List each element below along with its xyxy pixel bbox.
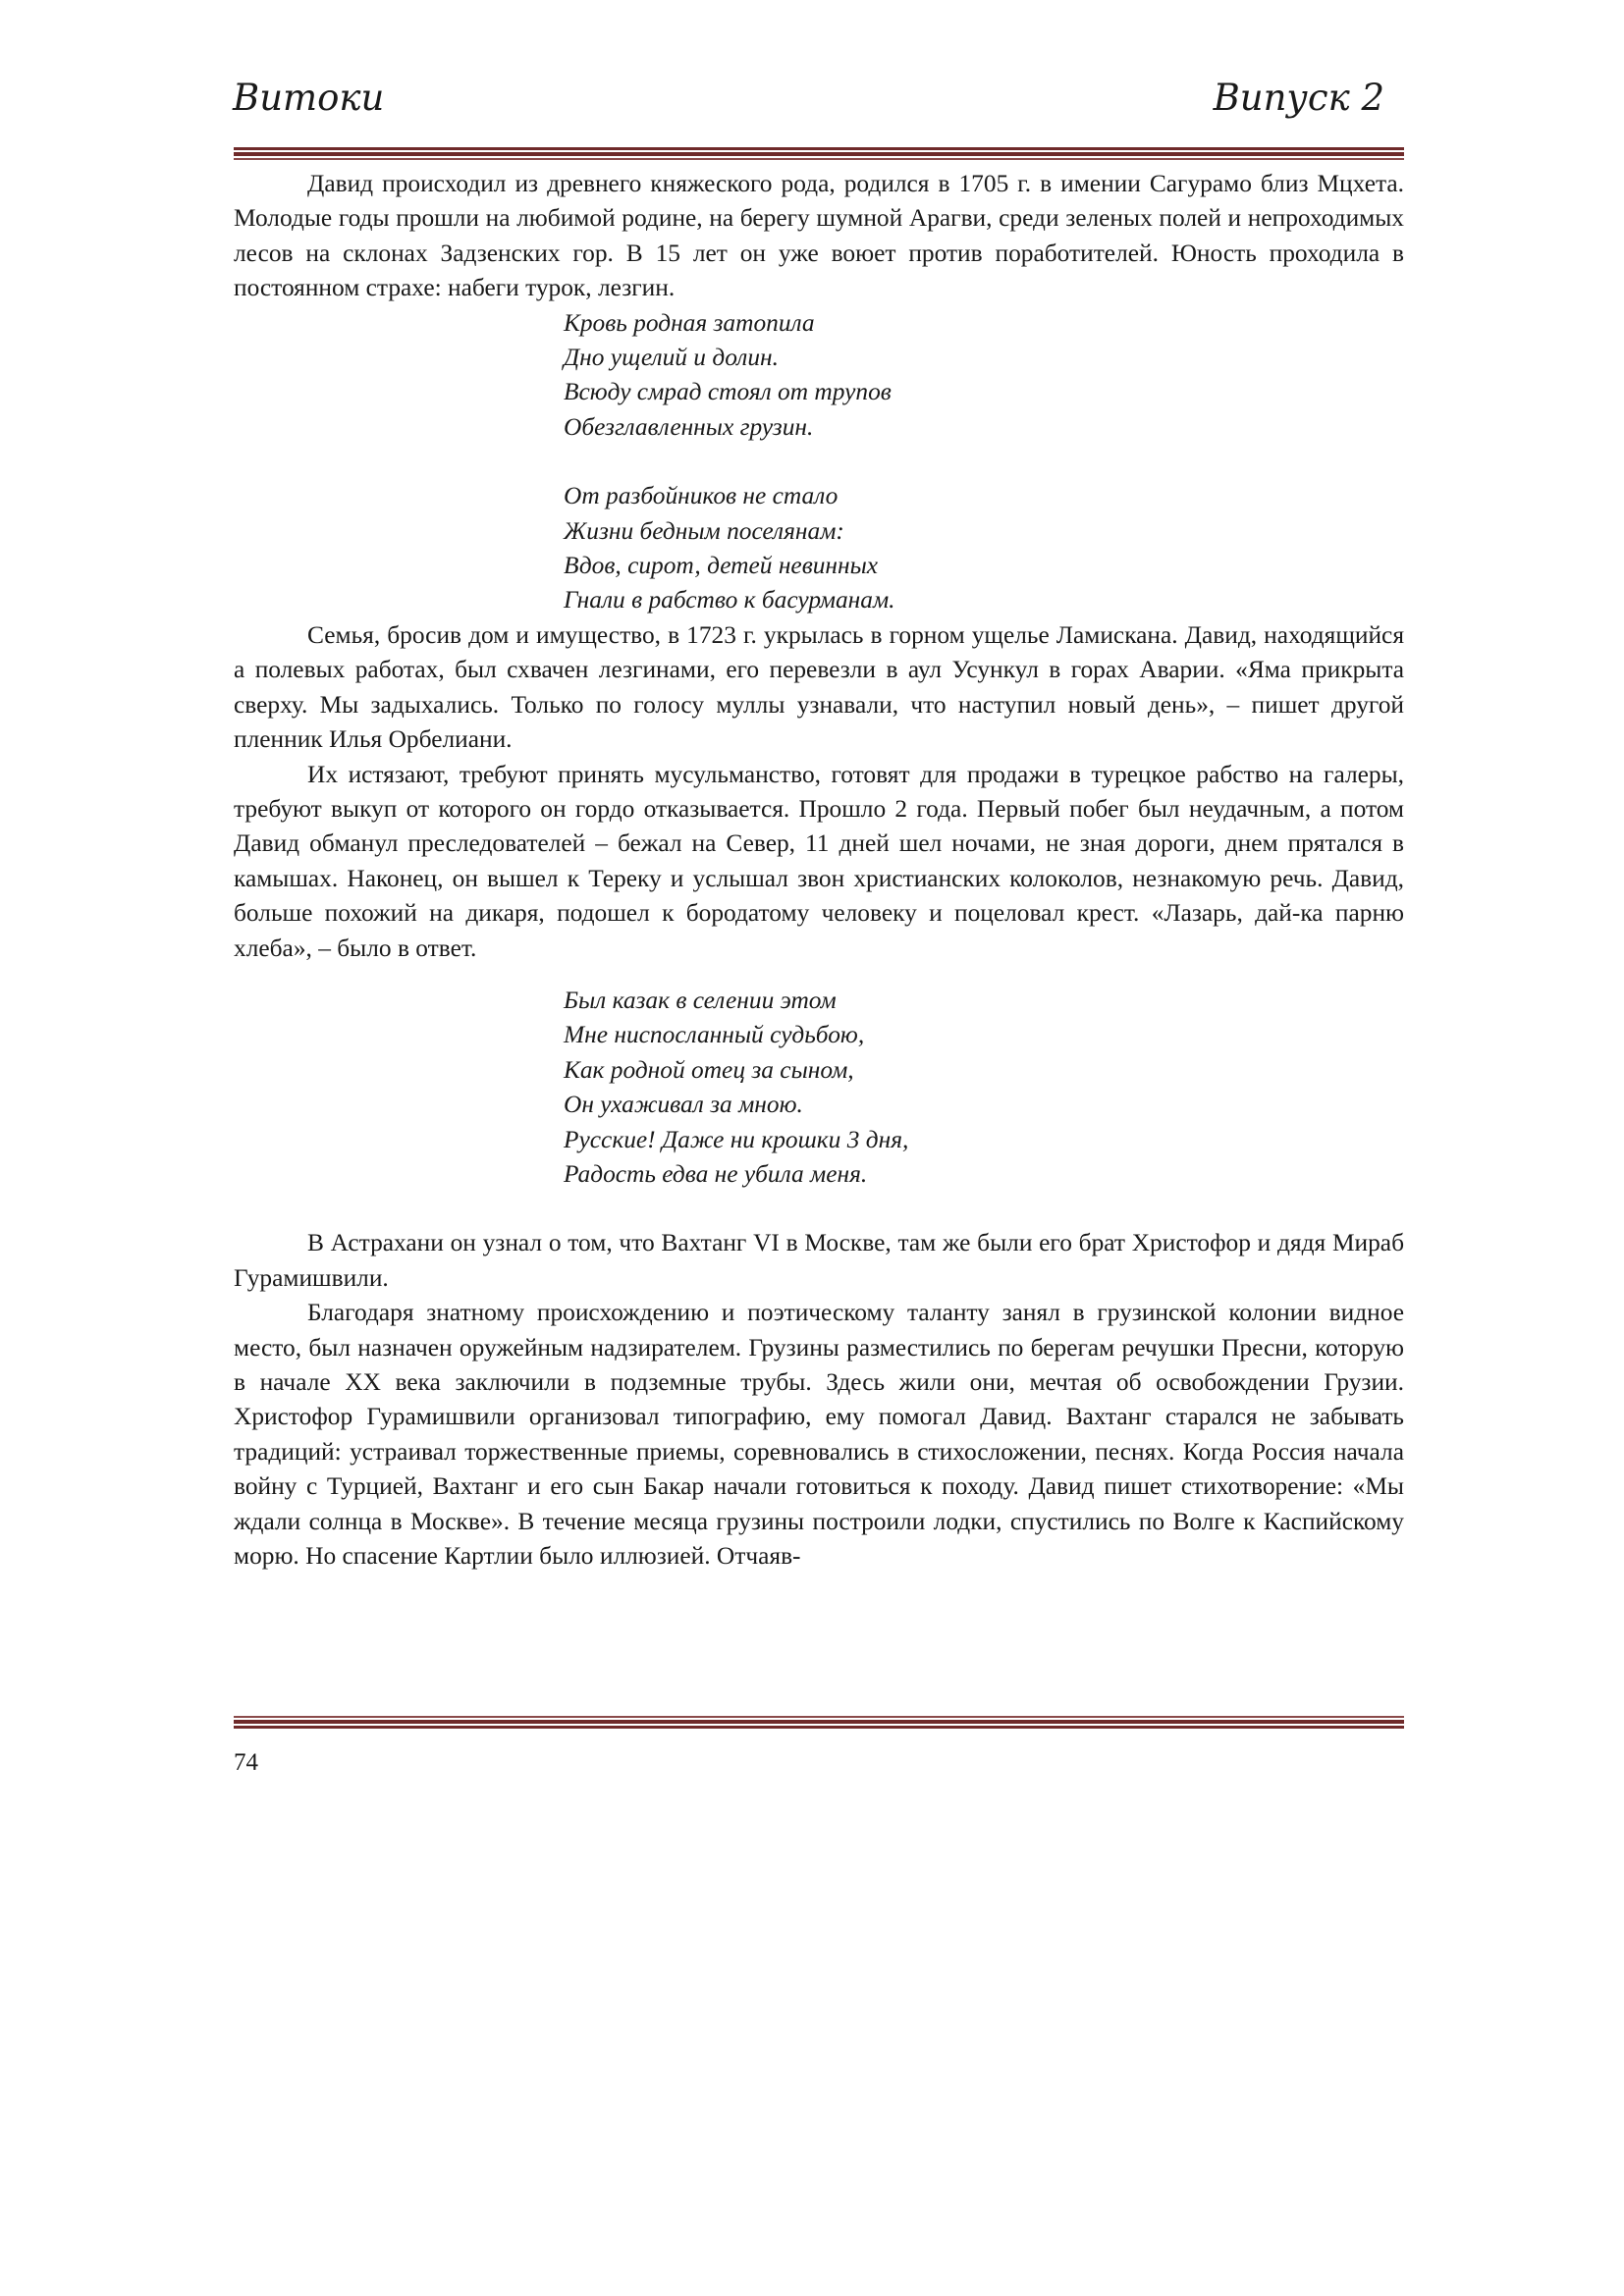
verse-line: Как родной отец за сыном, [564,1055,854,1084]
footer-divider [234,1716,1404,1729]
main-text [234,167,1404,1574]
paragraph: Давид происходил из древнего княжеского рода, родился в 1705 г. в имении Сагурамо близ Мцхета. Молодые годы прошли на любимой родине, на берегу шумной Арагви, среди зеленых полей и непроходимых лесов на склонах Задзенских гор. В 15 лет он уже воюет против поработителей. Юность проходила в постоянном страхе: набеги турок, лезгин. [234,170,1404,302]
verse-line: Дно ущелий и долин. [564,344,779,372]
verse-stanza-3 [234,984,1404,1192]
verse-stanza-2 [234,479,1404,618]
paragraph: Их истязают, требуют принять мусульманство, готовят для продажи в турецкое рабство на галеры, требуют выкуп от которого он гордо отказывается. Прошло 2 года. Первый побег был неудачным, а потом Давид обманул преследователей – бежал на Север, 11 дней шел ночами, не зная дороги, днем прятался в камышах. Наконец, он вышел к Тереку и услышал звон христианских колоколов, незнакомую речь. Давид, больше похожий на дикаря, подошел к бородатому человеку и поцеловал крест. «Лазарь, дай-ка парню хлеба», – было в ответ. [234,760,1404,962]
verse-line: Русские! Даже ни крошки 3 дня, [564,1125,909,1153]
verse-line: Жизни бедным поселянам: [564,516,844,545]
journal-title: Витоки [233,77,385,119]
verse-line: Был казак в селении этом [564,986,837,1014]
verse-line: Мне ниспосланный судьбою, [564,1021,865,1049]
verse-line: Обезглавленных грузин. [564,412,814,441]
verse-line: Всюду смрад стоял от трупов [564,378,892,406]
verse-stanza-1 [234,306,1404,446]
header-divider [234,147,1404,160]
issue-label: Випуск 2 [1213,77,1384,119]
verse-line: Гнали в рабство к басурманам. [564,586,895,614]
verse-line: Радость едва не убила меня. [564,1159,868,1188]
verse-line: От разбойников не стало [564,482,839,510]
paragraph: Благодаря знатному происхождению и поэтическому таланту занял в грузинской колонии видное место, был назначен оружейным надзирателем. Грузины разместились по берегам речушки Пресни, которую в начале XX века заключили в подземные трубы. Здесь жили они, мечтая об освобождении Грузии. Христофор Гурамишвили организовал типографию, ему помогал Давид. Вахтанг старался не забывать традиций: устраивал торжественные приемы, соревновались в стихосложении, песнях. Когда Россия начала войну с Турцией, Вахтанг и его сын Бакар начали готовиться к походу. Давид пишет стихотворение: «Мы ждали солнца в Москве». В течение месяца грузины построили лодки, спустились по Волге к Каспийскому морю. Но спасение Картлии было иллюзией. Отчаяв- [234,1299,1404,1571]
verse-line: Вдов, сирот, детей невинных [564,552,879,580]
verse-line: Он ухаживал за мною. [564,1091,803,1119]
verse-line: Кровь родная затопила [564,308,815,337]
page-number: 74 [234,1749,258,1776]
paragraph: Семья, бросив дом и имущество, в 1723 г. укрылась в горном ущелье Ламискана. Давид, находящийся а полевых работах, был схвачен лезгинами, его перевезли в аул Усункул в горах Аварии. «Яма прикрыта сверху. Мы задыхались. Только по голосу муллы узнавали, что наступил новый день», – пишет другой пленник Илья Орбелиани. [234,620,1404,754]
paragraph: В Астрахани он узнал о том, что Вахтанг VI в Москве, там же были его брат Христофор и дядя Мираб Гурамишвили. [234,1229,1404,1292]
